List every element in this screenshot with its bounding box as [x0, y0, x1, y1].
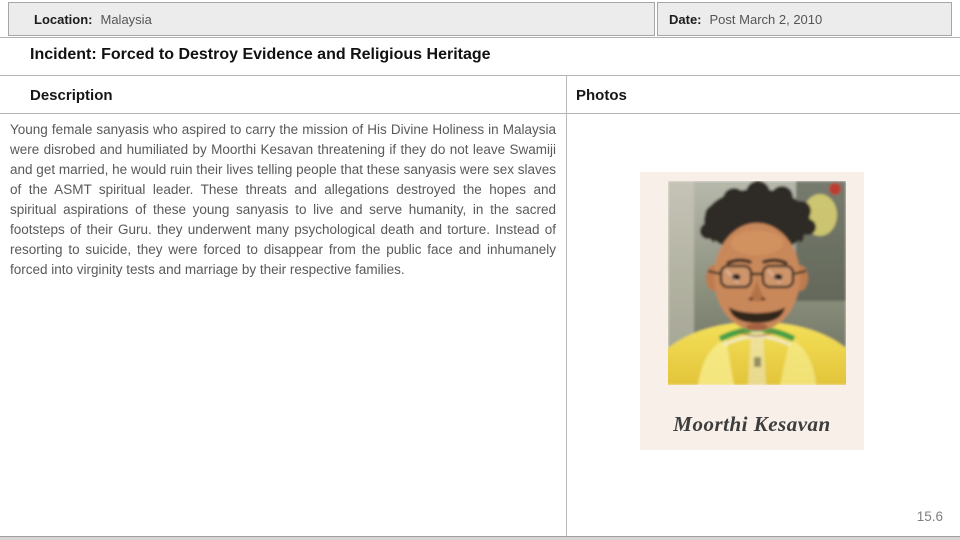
column-divider — [566, 75, 567, 537]
photo-caption: Moorthi Kesavan — [673, 412, 831, 436]
location-value: Malaysia — [100, 11, 152, 27]
photos-column-header: Photos — [576, 87, 627, 104]
divider-under-column-headers — [0, 113, 960, 114]
date-cell — [657, 2, 952, 36]
photo-card — [640, 172, 864, 450]
date-value: Post March 2, 2010 — [709, 11, 823, 27]
page-number: 15.6 — [916, 509, 943, 524]
divider-under-title — [0, 75, 960, 76]
portrait-photo — [668, 181, 846, 385]
page-title: Incident: Forced to Destroy Evidence and Religious Heritage — [30, 46, 491, 63]
bottom-edge-strip — [0, 536, 960, 540]
date-label: Date: — [669, 11, 702, 27]
incident-description: Young female sanyasis who aspired to carry the mission of His Divine Holiness in Malaysia were disrobed and humiliated by Moorthi Kesavan threatening if they do not leave Swamiji and get married, he would ruin their lives telling people that these sanyasis were sex slaves of the ASMT spiritual leader. These threats and allegations destroyed the hopes and spiritual aspirations of these young sanyasis to live and serve humanity, in the sacred footsteps of their Guru. they underwent many psychological death and torture. Instead of resorting to suicide, they were forced to disappear from the public face and inhumanely forced into virginity tests and marriage by their respective families. — [10, 122, 556, 277]
description-column-header: Description — [30, 87, 113, 104]
divider-under-meta-row — [0, 37, 960, 38]
location-label: Location: — [34, 11, 93, 27]
location-cell — [8, 2, 655, 36]
